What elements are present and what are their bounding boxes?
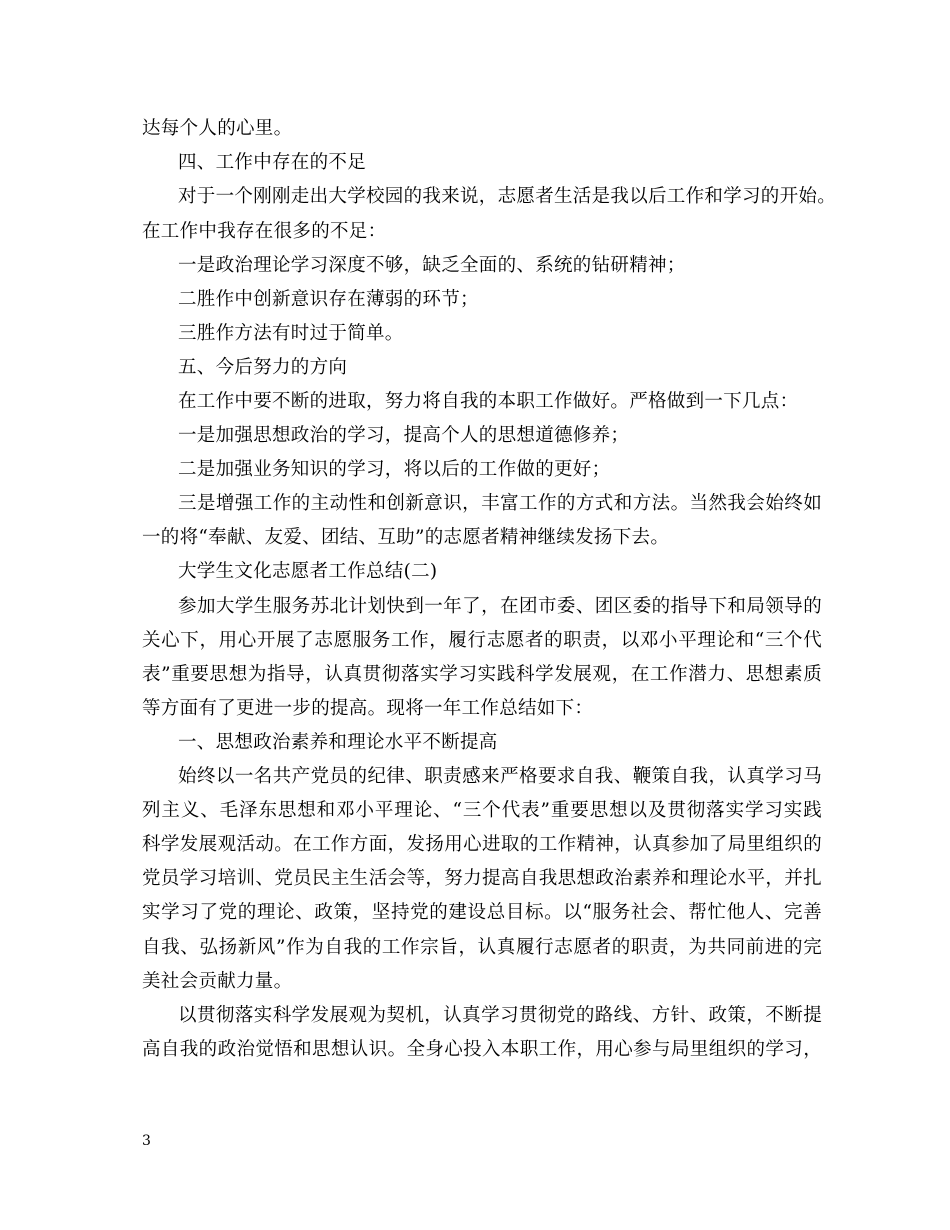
section-heading: 四、工作中存在的不足 — [178, 152, 367, 173]
text-line: 始终以一名共产党员的纪律、职责感来严格要求自我、鞭策自我，认真学习马 — [178, 766, 822, 787]
section-heading: 五、今后努力的方向 — [178, 357, 348, 378]
page-number: 3 — [142, 1133, 151, 1149]
text-line: 等方面有了更进一步的提高。现将一年工作总结如下： — [142, 698, 594, 719]
text-line: 自我、弘扬新风”作为自我的工作宗旨，认真履行志愿者的职责，为共同前进的完 — [142, 937, 822, 958]
text-line: 一是加强思想政治的学习，提高个人的思想道德修养； — [178, 425, 630, 446]
text-line: 达每个人的心里。 — [142, 118, 293, 139]
text-line: 在工作中我存在很多的不足： — [142, 221, 387, 242]
text-line: 参加大学生服务苏北计划快到一年了，在团市委、团区委的指导下和局领导的 — [178, 596, 822, 617]
document-subtitle: 大学生文化志愿者工作总结(二) — [178, 561, 438, 582]
text-line: 党员学习培训、党员民主生活会等，努力提高自我思想政治素养和理论水平，并扎 — [142, 868, 822, 889]
text-line: 在工作中要不断的进取，努力将自我的本职工作做好。严格做到一下几点： — [178, 391, 799, 412]
text-line: 以贯彻落实科学发展观为契机，认真学习贯彻党的路线、方针、政策，不断提 — [178, 1005, 822, 1026]
text-line: 实学习了党的理论、政策，坚持党的建设总目标。以“服务社会、帮忙他人、完善 — [142, 902, 822, 923]
text-line: 列主义、毛泽东思想和邓小平理论、“三个代表”重要思想以及贯彻落实学习实践 — [142, 800, 822, 821]
text-line: 一的将“奉献、友爱、团结、互助”的志愿者精神继续发扬下去。 — [142, 527, 670, 548]
text-line: 关心下，用心开展了志愿服务工作，履行志愿者的职责，以邓小平理论和“三个代 — [142, 630, 822, 651]
text-line: 二是加强业务知识的学习，将以后的工作做的更好； — [178, 459, 611, 480]
text-line: 三是增强工作的主动性和创新意识，丰富工作的方式和方法。当然我会始终如 — [178, 493, 822, 514]
text-line: 高自我的政治觉悟和思想认识。全身心投入本职工作，用心参与局里组织的学习， — [142, 1039, 822, 1060]
text-line: 美社会贡献力量。 — [142, 971, 293, 992]
text-line: 表”重要思想为指导，认真贯彻落实学习实践科学发展观，在工作潜力、思想素质 — [142, 664, 822, 685]
text-line: 对于一个刚刚走出大学校园的我来说，志愿者生活是我以后工作和学习的开始。 — [178, 186, 837, 207]
text-line: 一是政治理论学习深度不够，缺乏全面的、系统的钻研精神； — [178, 255, 686, 276]
text-line: 科学发展观活动。在工作方面，发扬用心进取的工作精神，认真参加了局里组织的 — [142, 834, 822, 855]
text-line: 三胜作方法有时过于简单。 — [178, 323, 404, 344]
section-heading: 一、思想政治素养和理论水平不断提高 — [178, 732, 498, 753]
text-line: 二胜作中创新意识存在薄弱的环节； — [178, 289, 479, 310]
